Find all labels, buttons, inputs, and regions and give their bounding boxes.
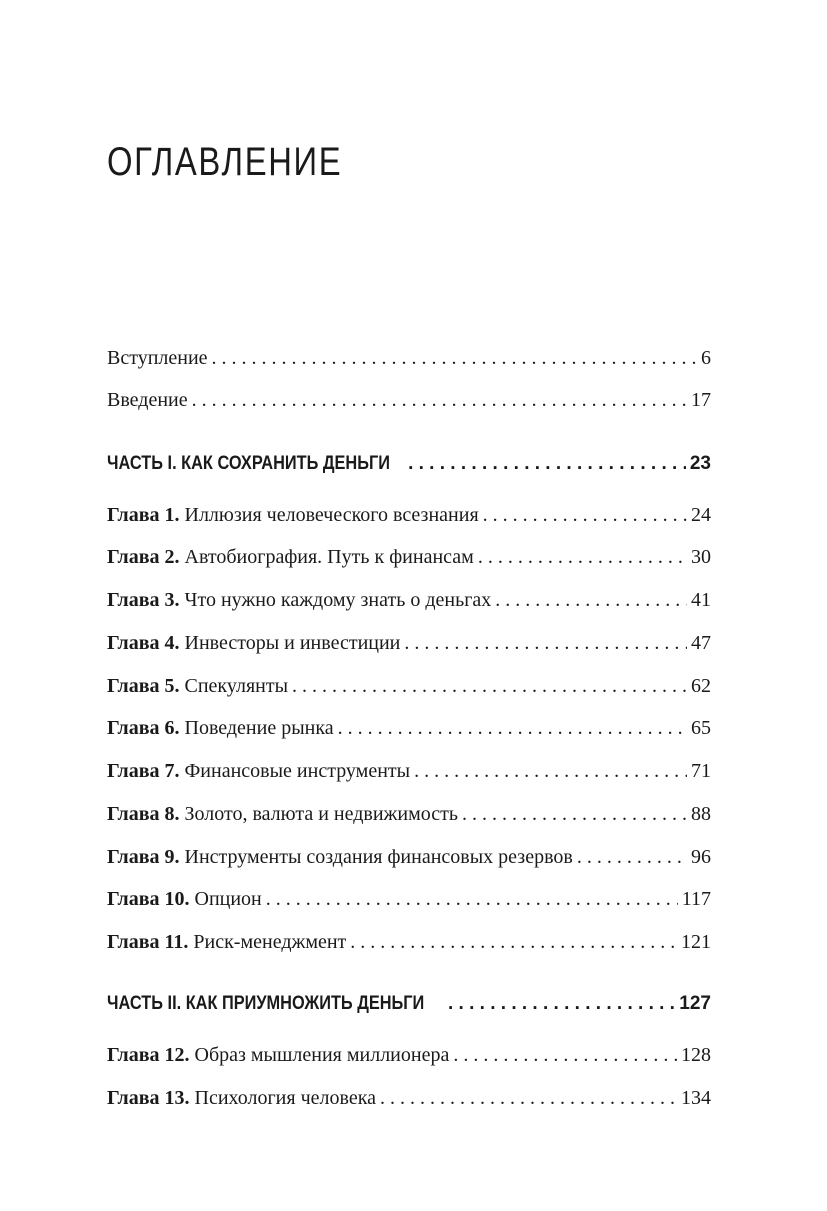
toc-chapter-11[interactable]: [107, 930, 711, 954]
leader-dots: [192, 388, 687, 412]
chapter-title: Автобиография. Путь к финансам: [184, 546, 474, 568]
page-number: 30: [691, 546, 711, 568]
leader-dots: [408, 452, 686, 476]
page-number: 117: [681, 888, 711, 910]
toc-chapter-1[interactable]: [107, 503, 711, 527]
entry-title: [107, 716, 334, 740]
toc-chapter-13[interactable]: [107, 1086, 711, 1110]
chapter-title: Образ мышления миллионера: [194, 1044, 450, 1066]
leader-dots: [292, 674, 687, 698]
page-number: 71: [691, 760, 711, 782]
leader-dots: [483, 503, 687, 527]
entry-title: [107, 759, 410, 783]
chapter-number: Глава 2.: [107, 546, 180, 568]
page-number: 127: [679, 993, 711, 1014]
toc-chapter-6[interactable]: [107, 716, 711, 740]
toc-part-1[interactable]: [107, 452, 711, 476]
page-number: 88: [691, 803, 711, 825]
chapter-number: Глава 10.: [107, 888, 190, 910]
toc-chapter-4[interactable]: [107, 631, 711, 655]
entry-title: [107, 1043, 449, 1067]
chapter-number: Глава 6.: [107, 717, 180, 739]
leader-dots: [577, 845, 687, 869]
entry-title: Введение: [107, 389, 188, 411]
page-number: 65: [691, 717, 711, 739]
entry-title: [107, 545, 474, 569]
chapter-title: Золото, валюта и недвижимость: [184, 803, 458, 825]
chapter-title: Опцион: [194, 888, 262, 910]
page-number: 6: [701, 347, 711, 369]
part-title: ЧАСТЬ II. КАК ПРИУМНОЖИТЬ ДЕНЬГИ: [107, 993, 425, 1014]
leader-dots: [266, 887, 678, 911]
toc-entry-preface[interactable]: [107, 346, 711, 370]
entry-title: [107, 802, 458, 826]
toc-chapter-2[interactable]: [107, 545, 711, 569]
chapter-number: Глава 3.: [107, 589, 180, 611]
leader-dots: [495, 588, 687, 612]
chapter-title: Инвесторы и инвестиции: [184, 632, 401, 654]
chapter-title: Инструменты создания финансовых резервов: [184, 846, 573, 868]
leader-dots: [448, 992, 675, 1016]
leader-dots: [453, 1043, 677, 1067]
chapter-title: Риск-менеджмент: [193, 931, 347, 953]
toc-chapter-12[interactable]: [107, 1043, 711, 1067]
leader-dots: [212, 346, 697, 370]
toc-chapter-3[interactable]: [107, 588, 711, 612]
chapter-number: Глава 1.: [107, 504, 180, 526]
chapter-number: Глава 7.: [107, 760, 180, 782]
page-number: 24: [691, 504, 711, 526]
page-number: 96: [691, 846, 711, 868]
page-number: 23: [689, 453, 711, 474]
toc-chapter-5[interactable]: [107, 674, 711, 698]
entry-title: [107, 887, 262, 911]
chapter-number: Глава 12.: [107, 1044, 190, 1066]
leader-dots: [462, 802, 687, 826]
page-title: ОГЛАВЛЕНИЕ: [107, 140, 343, 184]
toc-chapter-7[interactable]: [107, 759, 711, 783]
entry-title: [107, 588, 491, 612]
entry-title: [107, 674, 288, 698]
leader-dots: [414, 759, 687, 783]
page-number: 121: [681, 931, 711, 953]
toc-chapter-10[interactable]: [107, 887, 711, 911]
entry-title: [107, 503, 479, 527]
chapter-title: Иллюзия человеческого всезнания: [184, 504, 479, 526]
chapter-title: Финансовые инструменты: [184, 760, 411, 782]
chapter-title: Что нужно каждому знать о деньгах: [184, 589, 492, 611]
chapter-number: Глава 4.: [107, 632, 180, 654]
page-number: 47: [691, 632, 711, 654]
leader-dots: [478, 545, 687, 569]
page-number: 17: [691, 389, 711, 411]
chapter-number: Глава 13.: [107, 1087, 190, 1109]
entry-title: [107, 845, 573, 869]
leader-dots: [380, 1086, 677, 1110]
toc-part-2[interactable]: [107, 992, 711, 1016]
page-number: 128: [681, 1044, 711, 1066]
entry-title: Вступление: [107, 347, 208, 369]
chapter-number: Глава 11.: [107, 931, 189, 953]
chapter-number: Глава 8.: [107, 803, 180, 825]
chapter-number: Глава 5.: [107, 675, 180, 697]
page-number: 41: [691, 589, 711, 611]
leader-dots: [350, 930, 677, 954]
part-title: ЧАСТЬ I. КАК СОХРАНИТЬ ДЕНЬГИ: [107, 453, 390, 474]
page-number: 62: [691, 675, 711, 697]
chapter-title: Спекулянты: [184, 675, 289, 697]
page-number: 134: [681, 1087, 711, 1109]
toc-entry-introduction[interactable]: [107, 388, 711, 412]
leader-dots: [404, 631, 687, 655]
chapter-number: Глава 9.: [107, 846, 180, 868]
entry-title: [107, 631, 400, 655]
entry-title: [107, 930, 346, 954]
leader-dots: [338, 716, 687, 740]
entry-title: [107, 1086, 376, 1110]
chapter-title: Поведение рынка: [184, 717, 334, 739]
toc-chapter-8[interactable]: [107, 802, 711, 826]
chapter-title: Психология человека: [194, 1087, 376, 1109]
toc-chapter-9[interactable]: [107, 845, 711, 869]
